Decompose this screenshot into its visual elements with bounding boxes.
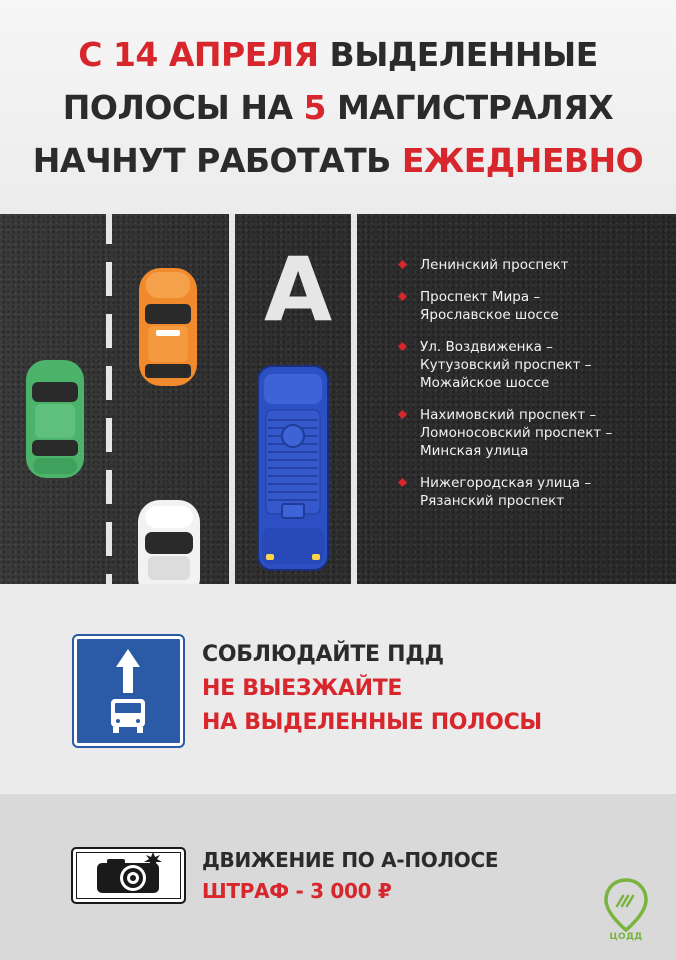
red-diamond-icon — [398, 260, 407, 269]
route-item — [398, 256, 658, 274]
rules-warning: НЕ ВЫЕЗЖАЙТЕ — [202, 676, 403, 701]
headline-count: 5 — [303, 87, 326, 127]
fine-description: ДВИЖЕНИЕ ПО А-ПОЛОСЕ — [202, 848, 499, 872]
rules-line: СОБЛЮДАЙТЕ ПДД — [202, 642, 444, 667]
route-item — [398, 406, 658, 460]
routes-list — [398, 256, 658, 524]
lane-letter-marking: А — [263, 238, 333, 341]
rules-text — [202, 638, 542, 740]
dashed-lane-line — [106, 214, 112, 584]
route-line: Минская улица — [420, 443, 529, 459]
headline-daily: ЕЖЕДНЕВНО — [401, 140, 644, 180]
red-diamond-icon — [398, 478, 407, 487]
fine-amount: ШТРАФ - 3 000 ₽ — [202, 879, 392, 903]
headline-text: ПОЛОСЫ НА — [62, 87, 304, 127]
rules-warning: НА ВЫДЕЛЕННЫЕ ПОЛОСЫ — [202, 710, 542, 735]
headline-line-2 — [63, 81, 613, 134]
headline-text: ВЫДЕЛЕННЫЕ — [318, 34, 598, 74]
bus-icon — [258, 366, 328, 570]
route-line: Можайское шоссе — [420, 375, 550, 391]
bus-lane-sign-icon — [74, 636, 183, 746]
white-car-icon — [138, 500, 200, 584]
route-line: Нижегородская улица – — [420, 475, 592, 491]
route-line: Кутузовский проспект – — [420, 357, 592, 373]
poster-header — [0, 0, 676, 214]
red-diamond-icon — [398, 410, 407, 419]
road-illustration — [0, 214, 676, 584]
solid-lane-line — [351, 214, 357, 584]
route-item — [398, 474, 658, 510]
route-item — [398, 288, 658, 324]
route-line: Ломоносовский проспект – — [420, 425, 613, 441]
headline-text: МАГИСТРАЛЯХ — [325, 87, 614, 127]
route-line: Ленинский проспект — [420, 257, 569, 273]
taxi-car-icon — [139, 268, 197, 386]
solid-lane-line — [229, 214, 235, 584]
headline-text: НАЧНУТ РАБОТАТЬ — [32, 140, 402, 180]
codd-logo — [602, 876, 650, 946]
headline-date: С 14 АПРЕЛЯ — [78, 34, 319, 74]
green-car-icon — [26, 360, 84, 478]
rules-section — [0, 584, 676, 794]
logo-text: ЦОДД — [609, 932, 643, 942]
red-diamond-icon — [398, 292, 407, 301]
speed-camera-icon — [71, 847, 186, 904]
route-line: Ул. Воздвиженка – — [420, 339, 553, 355]
route-line: Проспект Мира – — [420, 289, 541, 305]
route-line: Рязанский проспект — [420, 493, 565, 509]
fine-section — [0, 794, 676, 960]
route-item — [398, 338, 658, 392]
route-line: Нахимовский проспект – — [420, 407, 597, 423]
headline-line-3 — [33, 134, 643, 187]
route-line: Ярославское шоссе — [420, 307, 559, 323]
fine-text — [202, 845, 498, 907]
codd-logo-icon — [602, 876, 650, 934]
headline-line-1 — [78, 28, 598, 81]
red-diamond-icon — [398, 342, 407, 351]
